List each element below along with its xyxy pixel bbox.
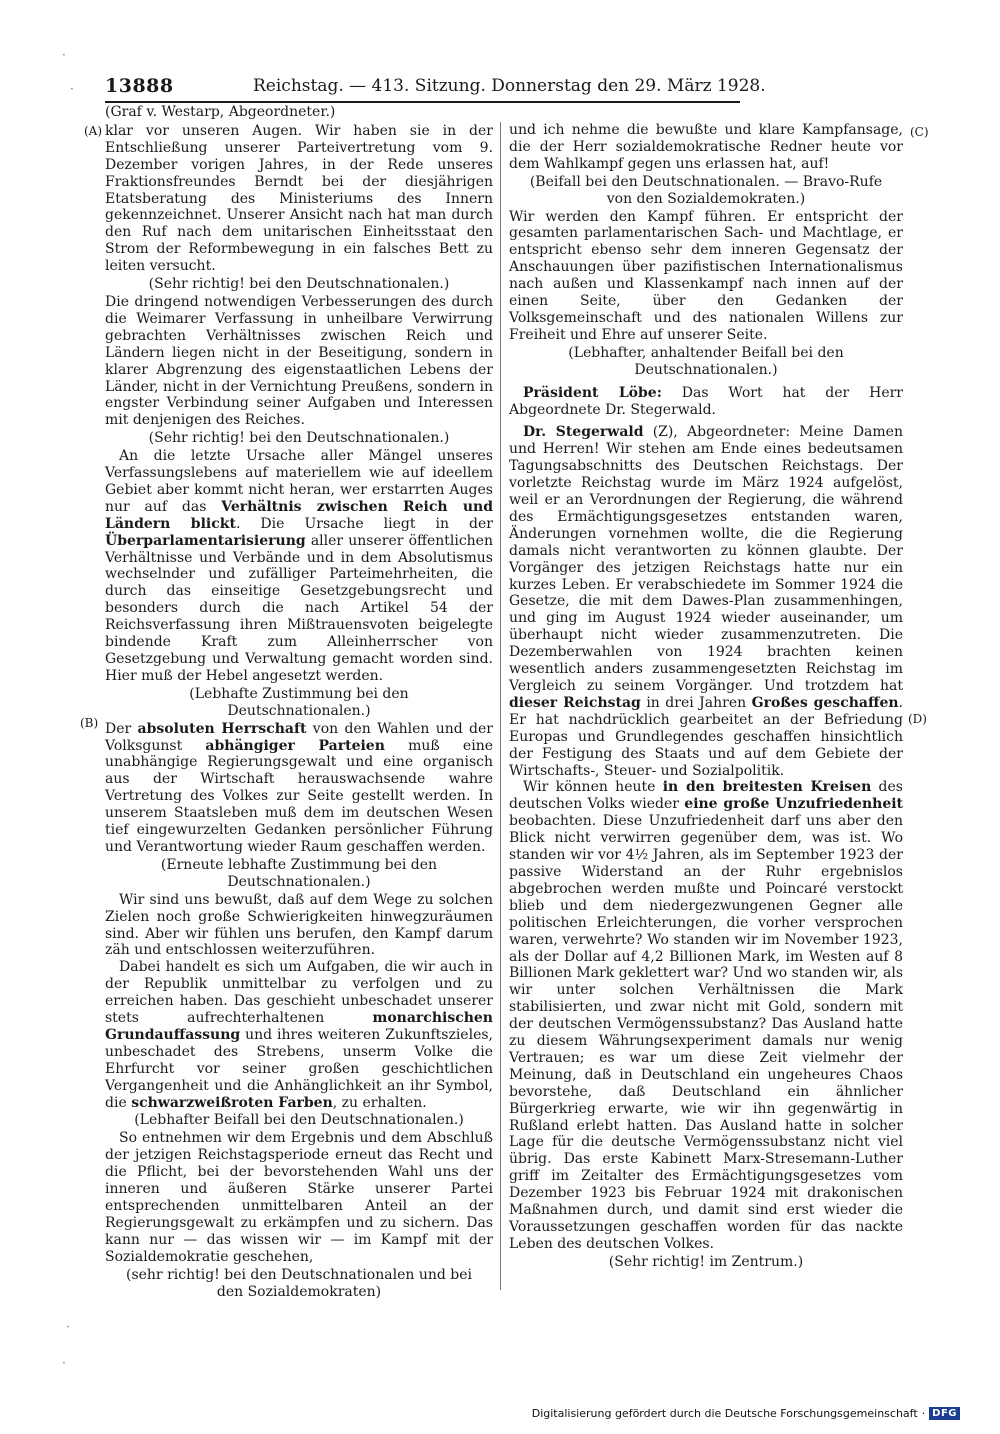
interjection: (Erneute lebhafte Zustimmung bei den Deutschnationalen.) (160, 856, 438, 890)
credit-text: Digitalisierung gefördert durch die Deutsche Forschungsgemeinschaft (531, 1407, 918, 1420)
bold-emphasis: Verhältnis zwischen Reich und Ländern blickt (105, 498, 493, 532)
interjection: (sehr richtig! bei den Deutschnationalen und bei den Sozialdemokraten) (125, 1266, 472, 1300)
paragraph: Die dringend notwendigen Verbesserungen des durch die Weimarer Verfassung in unheilbare Verwirrung gebrachten Verhältnisses zwischen Reich und Ländern liegen nicht in der Beseitigung, sondern in klarer Abgrenzung des eigenstaatlichen Lebens der Länder, nicht in der Vernichtung Preußens, sondern in engster Verbindung seiner Aufgaben und Interessen mit denjenigen des Reiches. (105, 293, 493, 429)
margin-marker-a: (A) (84, 124, 103, 138)
interjection: (Sehr richtig! bei den Deutschnationalen.) (148, 430, 450, 447)
interjection: (Lebhafter Beifall bei den Deutschnationalen.) (134, 1112, 464, 1129)
credit-separator: · (921, 1407, 926, 1420)
paragraph: und ich nehme die bewußte und klare Kampfansage, die der Herr sozialdemokratische Redner heute vor dem Wahlkampf gegen uns erlassen hat, auf! (509, 122, 903, 172)
paragraph-text: . Die Ursache liegt in der (235, 515, 493, 532)
paragraph-text: und ihres weiteren Zukunftszieles, unbeschadet des Strebens, unserm Volke die Ehrfurcht vor seiner großen geschichtlichen Vergangenheit und die Anhänglichkeit an ihr Symbol, die (105, 1026, 493, 1111)
margin-marker-b: (B) (80, 716, 99, 730)
speaker-paragraph (509, 424, 903, 779)
dfg-logo: DFG (929, 1407, 960, 1420)
speaker-name: Präsident Löbe: (523, 384, 662, 401)
bold-emphasis: monarchischen Grundauffassung (105, 1010, 493, 1043)
paragraph-text: Das Wort hat der Herr Abgeordnete Dr. Stegerwald. (509, 384, 903, 418)
paragraph: So entnehmen wir dem Ergebnis und dem Abschluß der jetzigen Reichstagsperiode erneut das Recht und die Pflicht, bei der bevorstehenden Wahl uns der inneren und äußeren Stärke unserer Partei entsprechenden unmittelbaren Anteil an der Regierungsgewalt zu erkämpfen und zu sichern. Das kann nur — das wissen wir — im Kampf mit der Sozialdemokratie geschehen, (105, 1130, 493, 1265)
margin-marker-c: (C) (910, 125, 929, 139)
paragraph-text: Der (105, 720, 138, 737)
speaker-paragraph (509, 385, 903, 419)
speaker-note: (Graf v. Westarp, Abgeordneter.) (105, 104, 336, 120)
running-title: Reichstag. — 413. Sitzung. Donnerstag den 29. März 1928. (253, 76, 766, 96)
margin-marker-d: (D) (908, 712, 927, 726)
column-divider (500, 122, 501, 1290)
paragraph-text: , zu erhalten. (332, 1094, 427, 1111)
paragraph (105, 959, 493, 1111)
paragraph: klar vor unseren Augen. Wir haben sie in der Entschließung unserer Parteivertretung vom 9. Dezember vorigen Jahres, in der Rede unseres Fraktionsfreundes Berndt bei der diesjährigen Etatsberatung des Ministeriums des Innern gekennzeichnet. Unserer Ansicht nach hat man durch den Ruf nach dem unitarischen Einheitsstaat den Strom der Reformbewegung in ein falsches Bett zu leiten versucht. (105, 122, 493, 275)
right-column (509, 122, 903, 1272)
paragraph-text: von den Wahlen und der Volksgunst (105, 720, 493, 754)
interjection: (Lebhafter, anhaltender Beifall bei den Deutschnationalen.) (568, 344, 844, 378)
bold-emphasis: Großes geschaffen (751, 694, 899, 711)
bold-emphasis: abhängiger Parteien (205, 737, 385, 754)
interjection: (Sehr richtig! im Zentrum.) (608, 1253, 804, 1270)
paragraph (105, 448, 493, 685)
paragraph-text: beobachten. Diese Unzufriedenheit darf uns aber den Blick nicht verwirren gegenüber dem, was ist. Wo standen wir vor 4½ Jahren, als im September 1923 der passive Widerstand an der Ruhr ergebnislos abgebrochen werden mußte und Poincaré verstockt blieb und dem niedergezwungenen Gegner alle politischen Erleichterungen, die vorher versprochen waren, verwehrte? Wo standen wir im November 1923, als der Dollar auf 4,2 Billionen Mark, im Westen auf 8 Billionen Mark geklettert war? Und wo standen wir, als wir unter solchen Verhältnissen die Mark stabilisierten, und zwar nicht mit Gold, sondern mit der deutschen Vermögenssubstanz? Das Ausland hatte zu diesem Währungsexperiment damals nur wenig Vertrauen; es war um diese Zeit vielmehr der Meinung, daß in Deutschland ein ungeheures Chaos bevorstehe, daß Deutschland ein ähnlicher Bürgerkrieg erwarte, wie wir ihn gegenwärtig in Rußland erlebt hatten. Das Ausland hatte in solcher Lage für die deutsche Vermögenssubstanz nicht viel übrig. Das erste Kabinett Marx-Stresemann-Luther griff im Zeitalter des Ermächtigungsgesetzes vom Dezember 1923 bis Februar 1924 mit drakonischen Maßnahmen durch, und damit sind erst wieder die Voraussetzungen geschaffen worden für das nackte Leben des deutschen Volkes. (509, 813, 903, 1252)
paragraph (509, 779, 903, 1252)
paragraph (105, 721, 493, 856)
page-number: 13888 (105, 75, 174, 97)
paragraph-text: Wir können heute (523, 779, 663, 796)
bold-emphasis: Überparlamentarisierung (105, 532, 306, 549)
paragraph-text: . Er hat nachdrücklich gearbeitet an der Befriedung Europas und Grundlegendes geschaffen hinsichtlich der Festigung des Staats und auf dem Gebiete der Wirtschafts-, Steuer- und Sozialpolitik. (509, 694, 903, 779)
bold-emphasis: eine große Unzufriedenheit (684, 796, 904, 813)
paragraph: Wir sind uns bewußt, daß auf dem Wege zu solchen Zielen noch große Schwierigkeiten hinwegzuräumen sind. Aber wir fühlen uns berufen, den Kampf darum zäh und entschlossen weiterzuführen. (105, 891, 493, 959)
digitization-credit (532, 1407, 960, 1420)
paragraph-text: muß eine unabhängige Regierungsgewalt und eine organisch aus der Wirtschaft herauswachsende wahre Vertretung des Volkes zur Seite gestellt werden. In unserem Staatsleben muß dem im deutschen Wesen tief eingewurzelten Gedanken persönlicher Führung und Verantwortung wieder Raum geschaffen werden. (105, 737, 493, 855)
bold-emphasis: in den breitesten Kreisen (662, 779, 872, 796)
scan-speck: · (62, 1356, 66, 1370)
scan-speck: · (70, 82, 74, 96)
scan-speck: · (66, 1320, 70, 1334)
page-header (105, 75, 766, 103)
paragraph-text: Dabei handelt es sich um Aufgaben, die wir auch in der Republik unmittelbar zu verfolgen und zu erreichen haben. Das geschieht unbeschadet unserer stets aufrechterhaltenen (105, 959, 493, 1027)
paragraph-text: An die letzte Ursache aller Mängel unseres Verfassungslebens auf materiellem wie auf ideellem Gebiet aber kommt nicht heran, wer erstarrten Auges nur auf das (105, 448, 493, 515)
paragraph-text: in drei Jahren (640, 694, 752, 711)
interjection: (Beifall bei den Deutschnationalen. — Bravo-Rufe von den Sozialdemokraten.) (529, 173, 883, 207)
scan-speck: · (62, 48, 66, 62)
bold-emphasis: schwarzweißroten Farben (131, 1094, 333, 1111)
interjection: (Sehr richtig! bei den Deutschnationalen.) (148, 276, 450, 293)
left-column (105, 104, 493, 1301)
paragraph-text: des deutschen Volks wieder (509, 779, 903, 813)
paragraph: Wir werden den Kampf führen. Er entspricht der gesamten parlamentarischen Sach- und Machtlage, er entspricht ebenso sehr dem inneren Gegensatz der Anschauungen über pazifistischen Internationalismus nach außen und Klassenkampf nach innen auf der einen Seite, über den Gedanken der Volksgemeinschaft und des nationalen Willens zur Freiheit und Ehre auf unserer Seite. (509, 208, 903, 343)
bold-emphasis: dieser Reichstag (509, 694, 641, 711)
paragraph-text: aller unserer öffentlichen Verhältnisse und Verbände und in dem Absolutismus wechselnder und zufälliger Parteimehrheiten, die durch das einseitige Gesetzgebungsrecht und besonders durch die nach Artikel 54 der Reichsverfassung ihren Mißtrauensvoten beigelegte bindende Kraft zum Alleinherrscher von Gesetzgebung und Verwaltung gemacht worden sind. Hier muß der Hebel angesetzt werden. (105, 532, 493, 684)
bold-emphasis: absoluten Herrschaft (137, 720, 307, 737)
interjection: (Lebhafte Zustimmung bei den Deutschnationalen.) (189, 685, 409, 719)
speaker-name: Dr. Stegerwald (523, 424, 644, 441)
paragraph-text: (Z), Abgeordneter: Meine Damen und Herren! Wir stehen am Ende eines bedeutsamen Tagungsabschnitts des Deutschen Reichstags. Der vorletzte Reichstag wurde im März 1924 aufgelöst, weil er an Verordnungen der Regierung, die während des Ermächtigungsgesetzes entstanden waren, Änderungen vornehmen wollte, die die Regierung damals nicht verantworten zu können glaubte. Der Vorgänger des jetzigen Reichstags hatte nur ein kurzes Leben. Er verabschiedete im Sommer 1924 die Gesetze, die mit dem Dawes-Plan zusammenhingen, und ging im August 1924 wieder auseinander, um überhaupt nicht wieder zusammenzutreten. Die Dezemberwahlen von 1924 brachten keinen wesentlich anders zusammengesetzten Reichstag im Vergleich zu seinem Vorgänger. Und trotzdem hat (509, 424, 903, 694)
